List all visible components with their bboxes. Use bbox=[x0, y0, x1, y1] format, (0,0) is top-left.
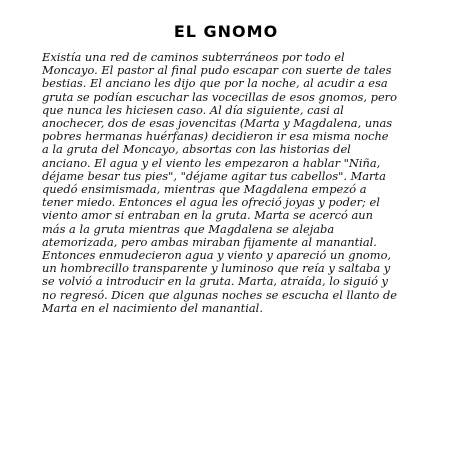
paragraph-line: tener miedo. Entonces el agua les ofreció joyas y poder; el bbox=[42, 195, 380, 210]
paragraph-line: anciano. El agua y el viento les empezaron a hablar "Niña, bbox=[42, 155, 381, 170]
paragraph-line: a la gruta del Moncayo, absortas con las historias del bbox=[42, 142, 351, 157]
paragraph-line: déjame besar tus pies", "déjame agitar tus cabellos". Marta bbox=[42, 168, 386, 183]
paragraph-line: bestias. El anciano les dijo que por la noche, al acudir a esa bbox=[42, 76, 388, 91]
paragraph-line: Entonces enmudecieron agua y viento y apareció un gnomo, bbox=[42, 248, 392, 263]
page-title: EL GNOMO bbox=[173, 22, 279, 41]
paragraph-line: atemorizada, pero ambas miraban fijamente al manantial. bbox=[42, 234, 377, 249]
paragraph-line: más a la gruta mientras que Magdalena se alejaba bbox=[42, 221, 335, 236]
paragraph-line: un hombrecillo transparente y luminoso que reía y saltaba y bbox=[42, 261, 391, 276]
paragraph-line: gruta se podían escuchar las vocecillas de esos gnomos, pero bbox=[42, 89, 397, 104]
paragraph-line: no regresó. Dicen que algunas noches se escucha el llanto de bbox=[42, 287, 397, 302]
paragraph-line: Marta en el nacimiento del manantial. bbox=[42, 300, 263, 315]
paragraph-line: anochecer, dos de esas jovencitas (Marta y Magdalena, unas bbox=[42, 116, 393, 131]
paragraph-line: viento amor si entraban en la gruta. Marta se acercó aun bbox=[42, 208, 373, 223]
paragraph-line: Existía una red de caminos subterráneos por todo el bbox=[42, 50, 345, 64]
paragraph-line: pobres hermanas huérfanas) decidieron ir esa misma noche bbox=[42, 129, 389, 144]
paragraph-line: se volvió a introducir en la gruta. Marta, atraída, lo siguió y bbox=[42, 274, 388, 289]
story-paragraph bbox=[42, 51, 414, 315]
paragraph-line: quedó ensimismada, mientras que Magdalena empezó a bbox=[42, 182, 367, 197]
paragraph-line: Moncayo. El pastor al final pudo escapar con suerte de tales bbox=[42, 63, 392, 78]
paragraph-line: que nunca les hiciesen caso. Al día siguiente, casi al bbox=[42, 102, 344, 117]
